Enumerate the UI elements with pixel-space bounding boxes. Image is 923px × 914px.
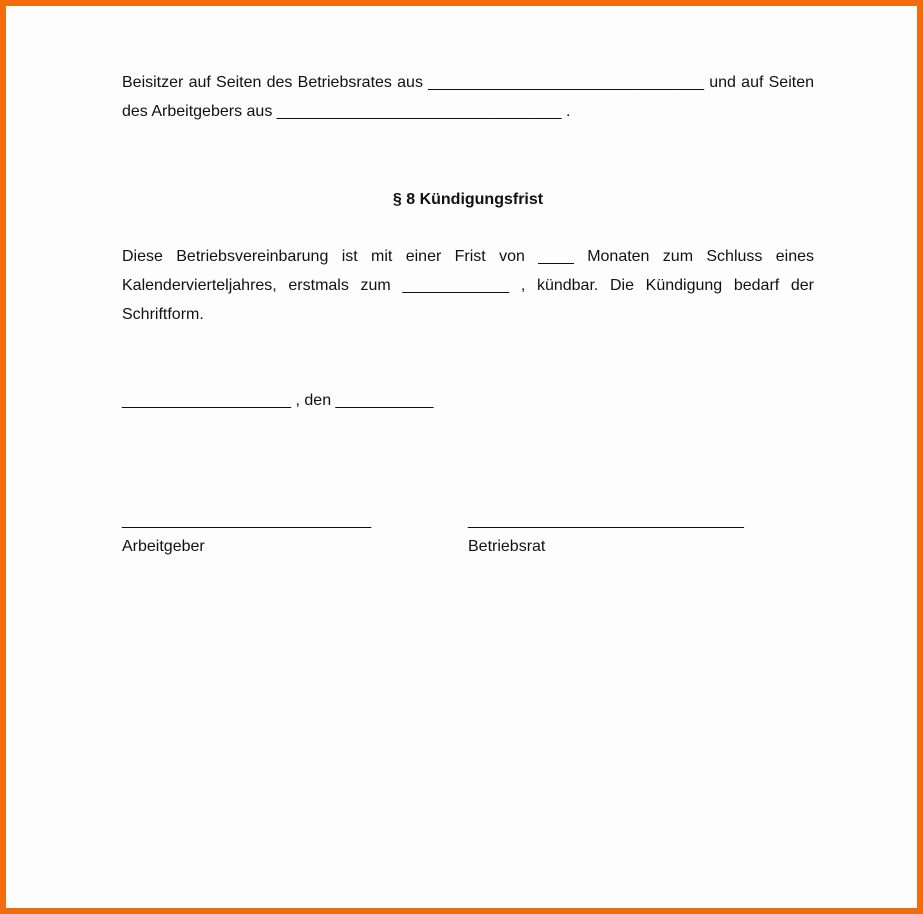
section-heading: § 8 Kündigungsfrist: [392, 191, 544, 208]
signature-label-works-council: Betriebsrat: [468, 538, 546, 555]
paragraph-kuendigungsfrist: Diese Betriebsvereinbarung ist mit einer Frist von ____ Monaten zum Schluss eines Kalendervierteljahres, erstmals zum ____________ , kündbar. Die Kündigung bedarf der Schriftform.: [122, 248, 814, 323]
signature-line-works-council: _______________________________: [468, 512, 744, 529]
signature-line-employer: ____________________________: [122, 512, 372, 529]
paragraph-beisitzer: Beisitzer auf Seiten des Betriebsrates aus _______________________________ und auf Seiten des Arbeitgebers aus ________________________________ .: [122, 74, 814, 120]
signature-label-employer: Arbeitgeber: [122, 538, 205, 555]
place-date-line: ___________________ , den ___________: [122, 392, 434, 409]
